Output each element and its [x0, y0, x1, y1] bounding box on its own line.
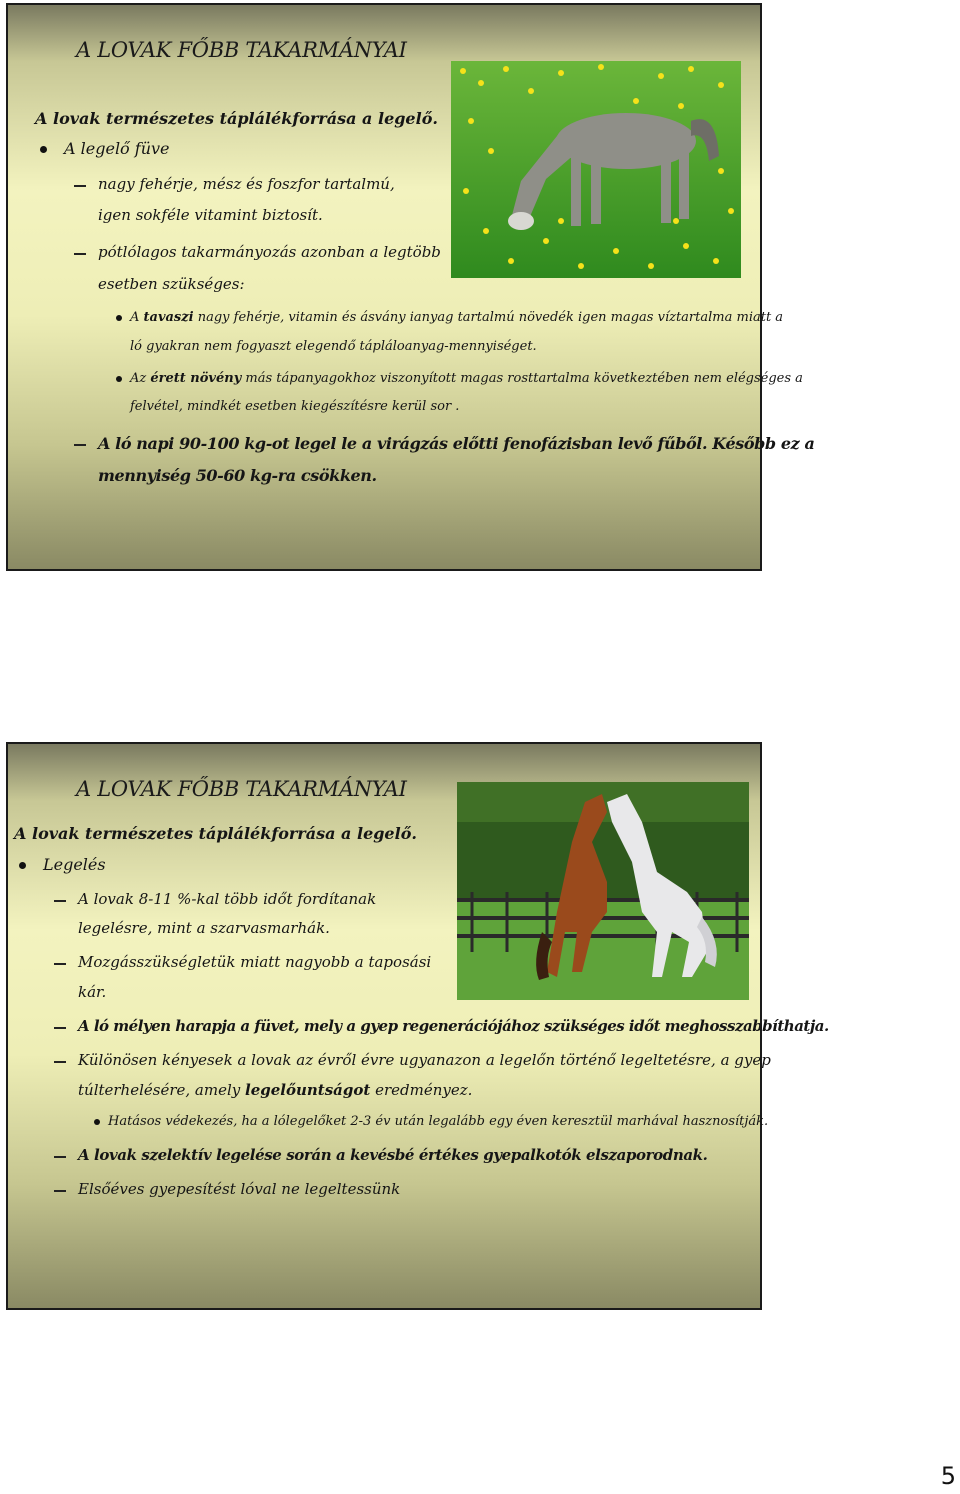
sub-bullet-text: Hatásos védekezés, ha a lólegelőket 2-3 év után legalább egy éven keresztül marhával hasznosítják.	[108, 1114, 769, 1129]
dash-text-continued: esetben szükséges:	[98, 275, 245, 293]
dash-text: A ló mélyen harapja a füvet, mely a gyep regenerációjához szükséges időt meghosszabbíthatja.	[78, 1017, 829, 1035]
bullet-icon	[40, 146, 47, 153]
dash-text: A lovak 8-11 %-kal több időt fordítanak	[78, 890, 377, 908]
dash-icon	[74, 444, 86, 446]
dash-text: Különösen kényesek a lovak az évről évre ugyanazon a legelőn történő legeltetésre, a gyep	[78, 1051, 771, 1069]
sub-bullet-icon	[116, 315, 122, 321]
dash-text-continued: túlterhelésére, amely legelőuntságot eredményez.	[78, 1081, 473, 1099]
dash-text: nagy fehérje, mész és foszfor tartalmú,	[98, 175, 395, 193]
dash-text-continued: mennyiség 50-60 kg-ra csökken.	[98, 466, 377, 485]
dash-icon	[54, 1061, 66, 1063]
dash-icon	[74, 253, 86, 255]
sub-bullet-text: Az érett növény más tápanyagokhoz viszonyított magas rosttartalma következtében nem elégséges a	[130, 371, 803, 386]
slide-lead-text: A lovak természetes táplálékforrása a legelő.	[14, 824, 417, 843]
dash-text: pótlólagos takarmányozás azonban a legtöbb	[98, 243, 441, 261]
sub-bullet-icon	[116, 376, 122, 382]
dash-icon	[54, 1190, 66, 1192]
dash-text-continued: kár.	[78, 983, 107, 1001]
slide-lead-text: A lovak természetes táplálékforrása a legelő.	[35, 109, 438, 128]
dash-icon	[54, 900, 66, 902]
page-number: 5	[940, 1462, 956, 1490]
dash-text-continued: legelésre, mint a szarvasmarhák.	[78, 919, 330, 937]
dash-text: A lovak szelektív legelése során a kevésbé értékes gyepalkotók elszaporodnak.	[78, 1146, 708, 1164]
rearing-horses-photo	[457, 782, 749, 1000]
grazing-horse-photo	[451, 61, 741, 278]
dash-text: A ló napi 90-100 kg-ot legel le a virágzás előtti fenofázisban levő fűből. Később ez a	[98, 434, 815, 453]
slide-title: A LOVAK FŐBB TAKARMÁNYAI	[76, 777, 407, 801]
sub-bullet-icon	[94, 1119, 100, 1125]
sub-bullet-text-continued: felvétel, mindkét esetben kiegészítésre kerül sor .	[130, 399, 460, 414]
slide-1	[6, 3, 815, 571]
slide-title: A LOVAK FŐBB TAKARMÁNYAI	[76, 38, 407, 62]
bullet-icon	[19, 862, 26, 869]
dash-text-continued: igen sokféle vitamint biztosít.	[98, 206, 323, 224]
dash-icon	[54, 1027, 66, 1029]
bullet-text: A legelő füve	[64, 139, 170, 158]
slide-2	[6, 742, 829, 1310]
bullet-text: Legelés	[43, 855, 106, 874]
sub-bullet-text-continued: ló gyakran nem fogyaszt elegendő tápláloanyag-mennyiséget.	[130, 339, 537, 354]
dash-icon	[54, 1156, 66, 1158]
sub-bullet-text: A tavaszi nagy fehérje, vitamin és ásvány ianyag tartalmú növedék igen magas víztartalma miatt a	[130, 310, 784, 325]
dash-icon	[54, 963, 66, 965]
dash-text: Mozgásszükségletük miatt nagyobb a taposási	[78, 953, 432, 971]
dash-icon	[74, 185, 86, 187]
dash-text: Elsőéves gyepesítést lóval ne legeltessünk	[78, 1180, 401, 1198]
